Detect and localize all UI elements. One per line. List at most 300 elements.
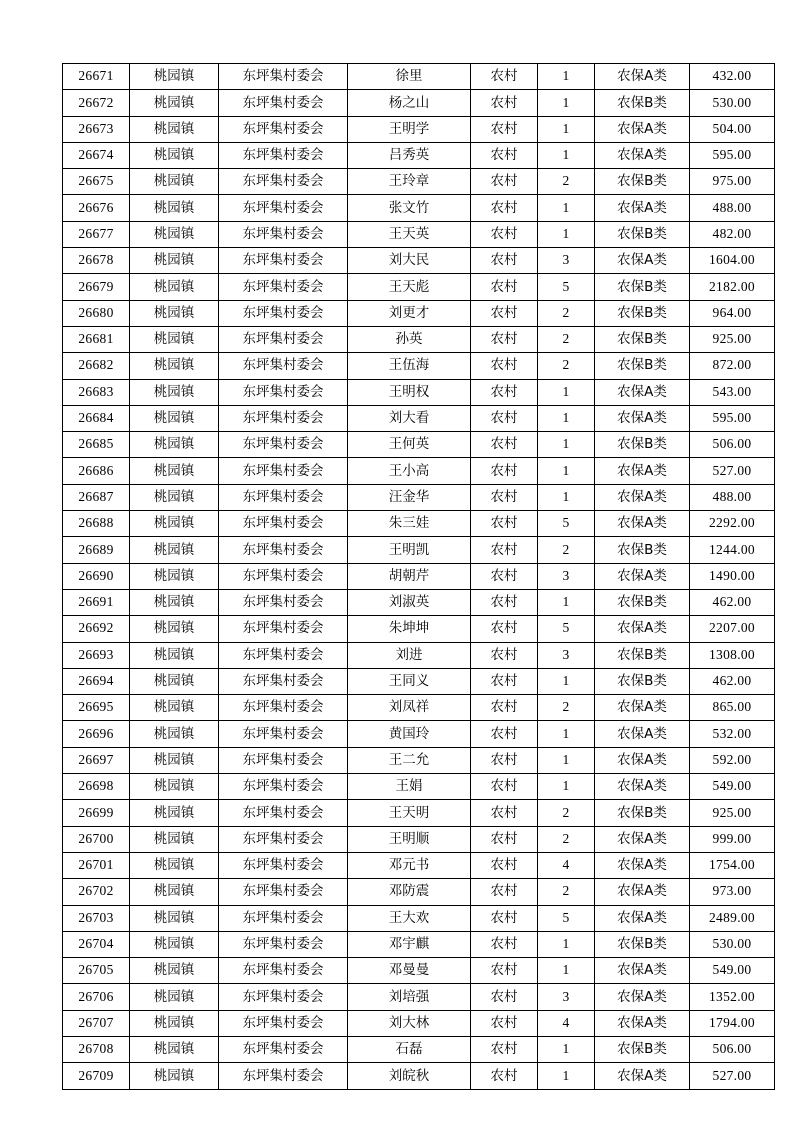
cell-amount: 530.00 — [690, 90, 775, 116]
cell-category: 农保B类 — [595, 326, 690, 352]
cell-type: 农村 — [471, 616, 538, 642]
cell-village: 东坪集村委会 — [219, 1063, 348, 1089]
cell-id: 26682 — [63, 353, 130, 379]
cell-town: 桃园镇 — [130, 274, 219, 300]
cell-category: 农保A类 — [595, 484, 690, 510]
cell-name: 王明凯 — [348, 537, 471, 563]
cell-count: 5 — [538, 274, 595, 300]
cell-village: 东坪集村委会 — [219, 984, 348, 1010]
cell-category: 农保B类 — [595, 432, 690, 458]
table-row — [63, 747, 775, 773]
cell-type: 农村 — [471, 879, 538, 905]
cell-category: 农保A类 — [595, 774, 690, 800]
cell-id: 26692 — [63, 616, 130, 642]
cell-amount: 964.00 — [690, 300, 775, 326]
cell-category: 农保B类 — [595, 169, 690, 195]
cell-name: 孙英 — [348, 326, 471, 352]
cell-name: 王大欢 — [348, 905, 471, 931]
cell-village: 东坪集村委会 — [219, 248, 348, 274]
cell-name: 石磊 — [348, 1036, 471, 1062]
cell-category: 农保A类 — [595, 616, 690, 642]
table-row — [63, 774, 775, 800]
cell-town: 桃园镇 — [130, 405, 219, 431]
cell-amount: 1308.00 — [690, 642, 775, 668]
cell-town: 桃园镇 — [130, 537, 219, 563]
cell-id: 26687 — [63, 484, 130, 510]
cell-name: 王何英 — [348, 432, 471, 458]
cell-id: 26688 — [63, 511, 130, 537]
cell-type: 农村 — [471, 563, 538, 589]
table-row — [63, 379, 775, 405]
cell-amount: 865.00 — [690, 695, 775, 721]
cell-name: 邓曼曼 — [348, 958, 471, 984]
cell-town: 桃园镇 — [130, 1010, 219, 1036]
cell-id: 26690 — [63, 563, 130, 589]
cell-town: 桃园镇 — [130, 326, 219, 352]
cell-village: 东坪集村委会 — [219, 642, 348, 668]
cell-village: 东坪集村委会 — [219, 668, 348, 694]
cell-id: 26680 — [63, 300, 130, 326]
cell-count: 5 — [538, 616, 595, 642]
cell-amount: 504.00 — [690, 116, 775, 142]
table-row — [63, 300, 775, 326]
cell-count: 2 — [538, 826, 595, 852]
cell-amount: 488.00 — [690, 195, 775, 221]
table-row — [63, 537, 775, 563]
cell-village: 东坪集村委会 — [219, 64, 348, 90]
cell-type: 农村 — [471, 379, 538, 405]
cell-name: 汪金华 — [348, 484, 471, 510]
cell-id: 26673 — [63, 116, 130, 142]
cell-category: 农保A类 — [595, 1010, 690, 1036]
cell-type: 农村 — [471, 852, 538, 878]
cell-count: 3 — [538, 248, 595, 274]
cell-town: 桃园镇 — [130, 905, 219, 931]
table-row — [63, 248, 775, 274]
cell-type: 农村 — [471, 274, 538, 300]
cell-name: 刘更才 — [348, 300, 471, 326]
cell-count: 1 — [538, 405, 595, 431]
cell-village: 东坪集村委会 — [219, 537, 348, 563]
cell-name: 张文竹 — [348, 195, 471, 221]
cell-category: 农保A类 — [595, 458, 690, 484]
cell-town: 桃园镇 — [130, 852, 219, 878]
cell-name: 刘培强 — [348, 984, 471, 1010]
cell-id: 26674 — [63, 142, 130, 168]
cell-id: 26686 — [63, 458, 130, 484]
cell-category: 农保A类 — [595, 195, 690, 221]
cell-town: 桃园镇 — [130, 879, 219, 905]
cell-count: 1 — [538, 458, 595, 484]
cell-village: 东坪集村委会 — [219, 563, 348, 589]
cell-town: 桃园镇 — [130, 64, 219, 90]
cell-id: 26707 — [63, 1010, 130, 1036]
cell-amount: 482.00 — [690, 221, 775, 247]
cell-category: 农保A类 — [595, 511, 690, 537]
cell-amount: 432.00 — [690, 64, 775, 90]
table-row — [63, 64, 775, 90]
cell-amount: 462.00 — [690, 589, 775, 615]
cell-type: 农村 — [471, 800, 538, 826]
cell-village: 东坪集村委会 — [219, 958, 348, 984]
cell-id: 26683 — [63, 379, 130, 405]
table-row — [63, 931, 775, 957]
cell-village: 东坪集村委会 — [219, 721, 348, 747]
cell-village: 东坪集村委会 — [219, 195, 348, 221]
cell-town: 桃园镇 — [130, 90, 219, 116]
cell-name: 朱坤坤 — [348, 616, 471, 642]
cell-town: 桃园镇 — [130, 800, 219, 826]
table-row — [63, 90, 775, 116]
cell-count: 2 — [538, 537, 595, 563]
cell-town: 桃园镇 — [130, 589, 219, 615]
cell-type: 农村 — [471, 353, 538, 379]
cell-id: 26693 — [63, 642, 130, 668]
cell-village: 东坪集村委会 — [219, 458, 348, 484]
cell-count: 1 — [538, 589, 595, 615]
cell-type: 农村 — [471, 248, 538, 274]
cell-name: 黄国玲 — [348, 721, 471, 747]
cell-id: 26672 — [63, 90, 130, 116]
cell-type: 农村 — [471, 405, 538, 431]
cell-town: 桃园镇 — [130, 142, 219, 168]
cell-count: 1 — [538, 958, 595, 984]
cell-count: 1 — [538, 721, 595, 747]
cell-category: 农保A类 — [595, 379, 690, 405]
cell-name: 王明学 — [348, 116, 471, 142]
cell-town: 桃园镇 — [130, 195, 219, 221]
cell-village: 东坪集村委会 — [219, 1010, 348, 1036]
cell-type: 农村 — [471, 826, 538, 852]
cell-town: 桃园镇 — [130, 1036, 219, 1062]
cell-type: 农村 — [471, 931, 538, 957]
cell-name: 刘大林 — [348, 1010, 471, 1036]
cell-type: 农村 — [471, 142, 538, 168]
cell-town: 桃园镇 — [130, 563, 219, 589]
cell-type: 农村 — [471, 116, 538, 142]
cell-name: 刘进 — [348, 642, 471, 668]
cell-town: 桃园镇 — [130, 931, 219, 957]
cell-village: 东坪集村委会 — [219, 379, 348, 405]
cell-type: 农村 — [471, 1063, 538, 1089]
cell-id: 26709 — [63, 1063, 130, 1089]
cell-amount: 975.00 — [690, 169, 775, 195]
cell-count: 3 — [538, 984, 595, 1010]
cell-amount: 488.00 — [690, 484, 775, 510]
cell-village: 东坪集村委会 — [219, 169, 348, 195]
cell-category: 农保B类 — [595, 668, 690, 694]
cell-village: 东坪集村委会 — [219, 511, 348, 537]
cell-id: 26677 — [63, 221, 130, 247]
cell-count: 1 — [538, 432, 595, 458]
cell-town: 桃园镇 — [130, 958, 219, 984]
table-row — [63, 879, 775, 905]
cell-id: 26700 — [63, 826, 130, 852]
cell-id: 26679 — [63, 274, 130, 300]
cell-category: 农保A类 — [595, 879, 690, 905]
cell-amount: 973.00 — [690, 879, 775, 905]
cell-amount: 2292.00 — [690, 511, 775, 537]
cell-village: 东坪集村委会 — [219, 879, 348, 905]
table-row — [63, 1063, 775, 1089]
table-row — [63, 1010, 775, 1036]
cell-type: 农村 — [471, 1036, 538, 1062]
cell-town: 桃园镇 — [130, 668, 219, 694]
cell-name: 王玲章 — [348, 169, 471, 195]
cell-type: 农村 — [471, 589, 538, 615]
cell-id: 26706 — [63, 984, 130, 1010]
cell-village: 东坪集村委会 — [219, 116, 348, 142]
cell-amount: 462.00 — [690, 668, 775, 694]
cell-id: 26675 — [63, 169, 130, 195]
cell-count: 1 — [538, 1036, 595, 1062]
cell-name: 刘皖秋 — [348, 1063, 471, 1089]
cell-name: 刘凤祥 — [348, 695, 471, 721]
cell-category: 农保A类 — [595, 64, 690, 90]
cell-count: 1 — [538, 90, 595, 116]
cell-id: 26704 — [63, 931, 130, 957]
table-row — [63, 721, 775, 747]
cell-count: 1 — [538, 484, 595, 510]
cell-category: 农保B类 — [595, 537, 690, 563]
cell-type: 农村 — [471, 721, 538, 747]
cell-village: 东坪集村委会 — [219, 695, 348, 721]
cell-amount: 999.00 — [690, 826, 775, 852]
cell-count: 1 — [538, 668, 595, 694]
cell-type: 农村 — [471, 668, 538, 694]
cell-type: 农村 — [471, 984, 538, 1010]
table-row — [63, 353, 775, 379]
cell-town: 桃园镇 — [130, 458, 219, 484]
cell-category: 农保A类 — [595, 405, 690, 431]
cell-village: 东坪集村委会 — [219, 852, 348, 878]
cell-id: 26678 — [63, 248, 130, 274]
cell-id: 26691 — [63, 589, 130, 615]
cell-amount: 925.00 — [690, 800, 775, 826]
cell-name: 王二允 — [348, 747, 471, 773]
table-row — [63, 195, 775, 221]
cell-name: 吕秀英 — [348, 142, 471, 168]
cell-type: 农村 — [471, 642, 538, 668]
cell-id: 26695 — [63, 695, 130, 721]
cell-category: 农保A类 — [595, 116, 690, 142]
cell-village: 东坪集村委会 — [219, 774, 348, 800]
cell-type: 农村 — [471, 90, 538, 116]
cell-town: 桃园镇 — [130, 747, 219, 773]
cell-village: 东坪集村委会 — [219, 353, 348, 379]
cell-name: 杨之山 — [348, 90, 471, 116]
cell-name: 王伍海 — [348, 353, 471, 379]
table-row — [63, 326, 775, 352]
cell-village: 东坪集村委会 — [219, 905, 348, 931]
cell-type: 农村 — [471, 300, 538, 326]
cell-village: 东坪集村委会 — [219, 589, 348, 615]
cell-town: 桃园镇 — [130, 248, 219, 274]
cell-name: 刘淑英 — [348, 589, 471, 615]
cell-name: 朱三娃 — [348, 511, 471, 537]
cell-type: 农村 — [471, 432, 538, 458]
table-row — [63, 1036, 775, 1062]
cell-town: 桃园镇 — [130, 221, 219, 247]
cell-village: 东坪集村委会 — [219, 142, 348, 168]
cell-village: 东坪集村委会 — [219, 326, 348, 352]
cell-amount: 532.00 — [690, 721, 775, 747]
cell-amount: 925.00 — [690, 326, 775, 352]
cell-type: 农村 — [471, 1010, 538, 1036]
cell-village: 东坪集村委会 — [219, 300, 348, 326]
cell-village: 东坪集村委会 — [219, 221, 348, 247]
cell-id: 26671 — [63, 64, 130, 90]
cell-name: 王天明 — [348, 800, 471, 826]
cell-count: 1 — [538, 747, 595, 773]
cell-count: 1 — [538, 931, 595, 957]
cell-type: 农村 — [471, 537, 538, 563]
cell-amount: 1352.00 — [690, 984, 775, 1010]
cell-town: 桃园镇 — [130, 616, 219, 642]
cell-type: 农村 — [471, 195, 538, 221]
table-row — [63, 852, 775, 878]
cell-count: 4 — [538, 1010, 595, 1036]
cell-category: 农保A类 — [595, 563, 690, 589]
cell-category: 农保A类 — [595, 852, 690, 878]
cell-town: 桃园镇 — [130, 169, 219, 195]
cell-category: 农保A类 — [595, 984, 690, 1010]
table-row — [63, 616, 775, 642]
cell-count: 1 — [538, 116, 595, 142]
cell-amount: 543.00 — [690, 379, 775, 405]
cell-name: 王天英 — [348, 221, 471, 247]
cell-id: 26681 — [63, 326, 130, 352]
cell-id: 26697 — [63, 747, 130, 773]
cell-town: 桃园镇 — [130, 774, 219, 800]
cell-type: 农村 — [471, 774, 538, 800]
cell-village: 东坪集村委会 — [219, 800, 348, 826]
cell-name: 胡朝芹 — [348, 563, 471, 589]
cell-category: 农保B类 — [595, 642, 690, 668]
cell-name: 刘大看 — [348, 405, 471, 431]
cell-count: 1 — [538, 64, 595, 90]
cell-category: 农保A类 — [595, 1063, 690, 1089]
cell-id: 26696 — [63, 721, 130, 747]
table-row — [63, 432, 775, 458]
cell-id: 26676 — [63, 195, 130, 221]
cell-count: 4 — [538, 852, 595, 878]
table-row — [63, 905, 775, 931]
cell-count: 2 — [538, 169, 595, 195]
cell-category: 农保A类 — [595, 248, 690, 274]
cell-town: 桃园镇 — [130, 1063, 219, 1089]
cell-amount: 1244.00 — [690, 537, 775, 563]
cell-id: 26708 — [63, 1036, 130, 1062]
beneficiary-table — [62, 63, 775, 1090]
cell-id: 26703 — [63, 905, 130, 931]
cell-name: 刘大民 — [348, 248, 471, 274]
cell-name: 王娟 — [348, 774, 471, 800]
table-row — [63, 589, 775, 615]
cell-id: 26694 — [63, 668, 130, 694]
cell-count: 1 — [538, 1063, 595, 1089]
cell-type: 农村 — [471, 64, 538, 90]
cell-name: 邓元书 — [348, 852, 471, 878]
cell-count: 2 — [538, 800, 595, 826]
cell-count: 5 — [538, 511, 595, 537]
cell-id: 26702 — [63, 879, 130, 905]
cell-count: 2 — [538, 300, 595, 326]
cell-town: 桃园镇 — [130, 984, 219, 1010]
table-body — [63, 64, 775, 1090]
table-row — [63, 142, 775, 168]
cell-name: 邓防震 — [348, 879, 471, 905]
cell-town: 桃园镇 — [130, 432, 219, 458]
cell-town: 桃园镇 — [130, 721, 219, 747]
cell-town: 桃园镇 — [130, 484, 219, 510]
cell-amount: 2182.00 — [690, 274, 775, 300]
cell-type: 农村 — [471, 169, 538, 195]
table-row — [63, 668, 775, 694]
cell-village: 东坪集村委会 — [219, 826, 348, 852]
cell-town: 桃园镇 — [130, 511, 219, 537]
table-row — [63, 563, 775, 589]
cell-count: 2 — [538, 879, 595, 905]
cell-category: 农保B类 — [595, 221, 690, 247]
cell-type: 农村 — [471, 958, 538, 984]
cell-category: 农保A类 — [595, 695, 690, 721]
cell-village: 东坪集村委会 — [219, 405, 348, 431]
cell-village: 东坪集村委会 — [219, 432, 348, 458]
cell-village: 东坪集村委会 — [219, 90, 348, 116]
cell-amount: 506.00 — [690, 1036, 775, 1062]
cell-amount: 595.00 — [690, 142, 775, 168]
cell-town: 桃园镇 — [130, 642, 219, 668]
cell-type: 农村 — [471, 511, 538, 537]
cell-count: 2 — [538, 695, 595, 721]
cell-town: 桃园镇 — [130, 826, 219, 852]
cell-count: 3 — [538, 563, 595, 589]
cell-count: 1 — [538, 379, 595, 405]
cell-amount: 592.00 — [690, 747, 775, 773]
cell-type: 农村 — [471, 747, 538, 773]
cell-village: 东坪集村委会 — [219, 274, 348, 300]
cell-name: 王同义 — [348, 668, 471, 694]
cell-amount: 530.00 — [690, 931, 775, 957]
table-row — [63, 221, 775, 247]
cell-name: 徐里 — [348, 64, 471, 90]
cell-id: 26699 — [63, 800, 130, 826]
table-row — [63, 642, 775, 668]
cell-village: 东坪集村委会 — [219, 616, 348, 642]
table-row — [63, 458, 775, 484]
cell-category: 农保B类 — [595, 90, 690, 116]
cell-town: 桃园镇 — [130, 353, 219, 379]
cell-amount: 2207.00 — [690, 616, 775, 642]
cell-amount: 1604.00 — [690, 248, 775, 274]
cell-id: 26685 — [63, 432, 130, 458]
cell-category: 农保B类 — [595, 931, 690, 957]
cell-count: 2 — [538, 326, 595, 352]
cell-amount: 527.00 — [690, 1063, 775, 1089]
table-row — [63, 274, 775, 300]
cell-amount: 549.00 — [690, 774, 775, 800]
cell-amount: 549.00 — [690, 958, 775, 984]
cell-category: 农保A类 — [595, 905, 690, 931]
cell-type: 农村 — [471, 905, 538, 931]
cell-amount: 2489.00 — [690, 905, 775, 931]
cell-amount: 1490.00 — [690, 563, 775, 589]
cell-category: 农保B类 — [595, 1036, 690, 1062]
cell-amount: 595.00 — [690, 405, 775, 431]
cell-category: 农保A类 — [595, 958, 690, 984]
cell-count: 1 — [538, 195, 595, 221]
